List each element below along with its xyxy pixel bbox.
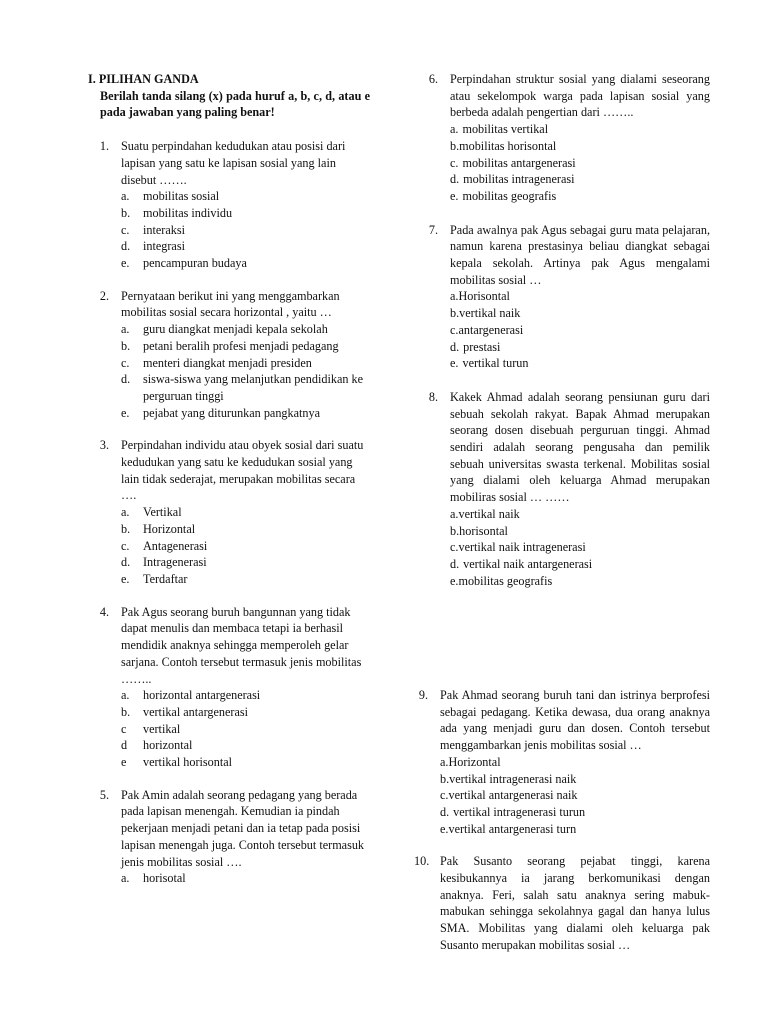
option-letter: e: [121, 755, 127, 770]
option-letter: b.: [121, 205, 131, 220]
option-text: vertikal: [143, 721, 181, 736]
answer-option[interactable]: [121, 554, 370, 571]
option-letter: d.: [121, 239, 131, 254]
option-text: vertikal naik intragenerasi: [458, 540, 586, 555]
option-letter: c.: [121, 355, 130, 370]
option-text: antargenerasi: [458, 322, 524, 337]
right-question-list-lower: [414, 687, 710, 954]
answer-option[interactable]: [450, 138, 710, 155]
option-text: interaksi: [143, 222, 185, 237]
question-10: [414, 853, 710, 953]
option-letter: e.: [121, 256, 130, 271]
option-letter: a.: [450, 289, 459, 304]
option-text: mobilitas antargenerasi: [462, 155, 576, 170]
option-letter: a.: [440, 754, 449, 769]
answer-option[interactable]: [121, 321, 370, 338]
question-number: 3.: [99, 438, 109, 453]
answer-option[interactable]: [121, 504, 370, 521]
question-1: [88, 138, 370, 272]
option-text: integrasi: [143, 239, 185, 254]
question-text: Pak Amin adalah seorang pedagang yang berada pada lapisan menengah. Kemudian ia pindah pekerjaan menjadi petani dan ia tetap pada posisi lapisan menengah juga. Contoh tersebut termasuk jenis mobilitas sosial ….: [121, 787, 365, 869]
answer-option[interactable]: [450, 523, 710, 540]
option-letter: b.: [450, 138, 460, 153]
question-text: Suatu perpindahan kedudukan atau posisi dari lapisan yang satu ke lapisan sosial yang lain disebut …….: [121, 139, 346, 187]
option-letter: c.: [440, 788, 449, 803]
answer-option[interactable]: [121, 371, 370, 404]
question-number: 1.: [99, 139, 109, 154]
question-number: 5.: [99, 787, 109, 802]
answer-option[interactable]: [450, 573, 710, 590]
question-text: Perpindahan individu atau obyek sosial dari suatu kedudukan yang satu ke kedudukan sosial yang lain tidak sederajat, merupakan mobilitas secara ….: [121, 438, 364, 503]
answer-option[interactable]: [121, 704, 370, 721]
question-body: [121, 437, 370, 587]
question-number: 6.: [428, 72, 438, 86]
option-text: Horizontal: [448, 754, 501, 769]
question-number: 2.: [99, 288, 109, 303]
option-letter: b.: [450, 306, 460, 321]
answer-option[interactable]: [450, 539, 710, 556]
question-text: Pada awalnya pak Agus sebagai guru mata pelajaran, namun karena prestasinya beliau diangkat sebagai kepala sekolah. Artinya pak Agus mengalami mobilitas sosial …: [450, 222, 710, 287]
answer-option[interactable]: [121, 687, 370, 704]
option-letter: d.: [440, 804, 450, 819]
question-text: Pak Agus seorang buruh bangunnan yang tidak dapat menulis dan membaca tetapi ia berhasil mendidik anaknya sehingga memperoleh gelar sarjana. Contoh tersebut termasuk jenis mobilitas ……..: [121, 604, 362, 686]
answer-option[interactable]: [450, 121, 710, 138]
instruction-text: Berilah tanda silang (x) pada huruf a, b, c, d, atau e pada jawaban yang paling benar!: [100, 88, 370, 120]
answer-option[interactable]: [121, 521, 370, 538]
left-column: [88, 71, 370, 887]
option-text: guru diangkat menjadi kepala sekolah: [143, 322, 328, 337]
option-text: vertikal naik: [459, 306, 521, 321]
answer-option[interactable]: [440, 754, 710, 771]
option-letter: d: [121, 738, 128, 753]
option-letter: d.: [450, 556, 460, 571]
option-letter: e.: [440, 821, 449, 836]
option-letter: a.: [450, 506, 459, 521]
option-text: pejabat yang diturunkan pangkatnya: [143, 405, 320, 420]
option-text: horisontal: [459, 523, 508, 538]
answer-option[interactable]: [121, 870, 370, 887]
answer-option[interactable]: [450, 155, 710, 172]
question-7: [420, 222, 710, 372]
option-text: mobilitas sosial: [143, 189, 220, 204]
option-letter: e.: [450, 356, 459, 371]
option-text: siswa-siswa yang melanjutkan pendidikan ke perguruan tinggi: [143, 372, 363, 403]
option-letter: e.: [121, 405, 130, 420]
option-text: Terdaftar: [143, 571, 188, 586]
answer-option[interactable]: [450, 288, 710, 305]
option-letter: c.: [450, 540, 459, 555]
question-body: [121, 138, 370, 272]
answer-option[interactable]: [450, 556, 710, 573]
option-letter: d.: [450, 172, 460, 187]
question-body: [121, 604, 370, 771]
option-text: mobilitas horisontal: [459, 138, 557, 153]
answer-option[interactable]: [121, 255, 370, 272]
option-letter: a.: [450, 122, 459, 137]
answer-option[interactable]: [440, 821, 710, 838]
answer-option[interactable]: [450, 188, 710, 205]
question-number: 8.: [428, 389, 438, 404]
option-text: horisotal: [143, 871, 186, 886]
option-letter: b.: [121, 704, 131, 719]
question-6: [420, 71, 710, 205]
option-letter: e.: [121, 571, 130, 586]
option-letter: a.: [121, 688, 130, 703]
option-text: horizontal antargenerasi: [143, 688, 261, 703]
question-2: [88, 288, 370, 422]
answer-option[interactable]: [121, 205, 370, 222]
answer-option[interactable]: [450, 322, 710, 339]
option-text: vertikal horisontal: [143, 755, 233, 770]
option-text: vertikal antargenerasi naik: [448, 788, 578, 803]
question-9: [414, 687, 710, 837]
option-letter: c.: [121, 222, 130, 237]
option-letter: a.: [121, 189, 130, 204]
option-text: petani beralih profesi menjadi pedagang: [143, 338, 339, 353]
right-column-lower: [414, 671, 710, 954]
option-text: vertikal intragenerasi naik: [449, 771, 577, 786]
option-text: Antagenerasi: [143, 538, 208, 553]
option-letter: d.: [121, 555, 131, 570]
option-letter: a.: [121, 505, 130, 520]
option-text: mobilitas geografis: [462, 188, 557, 203]
option-letter: d.: [121, 372, 131, 387]
answer-option[interactable]: [440, 804, 710, 821]
option-text: mobilitas vertikal: [462, 122, 549, 137]
answer-option[interactable]: [121, 355, 370, 372]
question-5: [88, 787, 370, 887]
option-letter: a.: [121, 322, 130, 337]
option-letter: b.: [440, 771, 450, 786]
answer-option[interactable]: [440, 771, 710, 788]
question-text: Pak Susanto seorang pejabat tinggi, karena kesibukannya ia jarang berkomunikasi dengan anaknya. Feri, salah satu anaknya sering mabuk-mabukan sehingga sekolahnya gagal dan hanya lulus SMA. Mobilitas yang dialami oleh keluarga pak Susanto merupakan mobilitas sosial …: [440, 854, 710, 952]
option-text: vertikal intragenerasi turun: [453, 804, 586, 819]
question-body: [440, 853, 710, 953]
option-letter: b.: [121, 521, 131, 536]
right-column: [420, 71, 710, 589]
option-letter: c.: [450, 322, 459, 337]
answer-option[interactable]: [121, 338, 370, 355]
question-8: [420, 389, 710, 589]
question-text: Pernyataan berikut ini yang menggambarkan mobilitas sosial secara horizontal , yaitu …: [121, 288, 340, 320]
question-body: [450, 71, 710, 205]
right-question-list: [420, 71, 710, 589]
question-body: [121, 787, 370, 887]
option-letter: c: [121, 721, 127, 736]
option-text: menteri diangkat menjadi presiden: [143, 355, 312, 370]
question-body: [121, 288, 370, 422]
answer-option[interactable]: [450, 171, 710, 188]
answer-option[interactable]: [450, 305, 710, 322]
option-letter: b.: [450, 523, 460, 538]
answer-option[interactable]: [450, 355, 710, 372]
option-letter: a.: [121, 871, 130, 886]
question-3: [88, 437, 370, 587]
answer-option[interactable]: [121, 188, 370, 205]
section-title: I. PILIHAN GANDA: [88, 72, 199, 86]
question-text: Kakek Ahmad adalah seorang pensiunan guru dari sebuah sekolah rakyat. Bapak Ahmad merupakan seorang dosen disebuah perguruan tinggi. Ahmad sendiri adalah seorang pengusaha dan pemilik sebuah universitas swasta terkenal. Mobilitas sosial yang dialami oleh keluarga Ahmad merupakan mobiliras sosial … ……: [450, 389, 710, 505]
answer-option[interactable]: [440, 787, 710, 804]
option-text: pencampuran budaya: [143, 256, 247, 271]
option-text: Horizontal: [143, 521, 196, 536]
answer-option[interactable]: [121, 405, 370, 422]
option-text: Horisontal: [458, 289, 510, 304]
question-number: 4.: [99, 604, 109, 619]
option-text: Intragenerasi: [143, 555, 207, 570]
option-letter: c.: [121, 538, 130, 553]
question-body: [450, 222, 710, 372]
option-letter: e.: [450, 573, 459, 588]
answer-option[interactable]: [121, 222, 370, 239]
answer-option[interactable]: [121, 721, 370, 738]
option-text: Vertikal: [143, 505, 182, 520]
answer-option[interactable]: [121, 571, 370, 588]
option-letter: e.: [450, 188, 459, 203]
option-text: mobilitas geografis: [458, 573, 553, 588]
option-text: vertikal turun: [462, 356, 529, 371]
question-number: 7.: [428, 222, 438, 237]
option-letter: c.: [450, 155, 459, 170]
answer-option[interactable]: [121, 737, 370, 754]
option-text: vertikal antargenerasi: [143, 704, 249, 719]
answer-option[interactable]: [121, 538, 370, 555]
option-text: vertikal antargenerasi turn: [448, 821, 577, 836]
option-text: mobilitas individu: [143, 205, 233, 220]
option-text: prestasi: [463, 339, 501, 354]
option-text: vertikal naik: [458, 506, 520, 521]
answer-option[interactable]: [450, 339, 710, 356]
question-number: 9.: [418, 688, 428, 702]
question-body: [450, 389, 710, 589]
question-body: [440, 687, 710, 837]
option-letter: d.: [450, 339, 460, 354]
answer-option[interactable]: [450, 506, 710, 523]
question-number: 10.: [414, 854, 430, 869]
option-text: mobilitas intragenerasi: [463, 172, 575, 187]
option-letter: b.: [121, 338, 131, 353]
question-text: Perpindahan struktur sosial yang dialami seseorang atau sekelompok warga pada lapisan sosial yang berbeda adalah pengertian dari ……..: [450, 72, 710, 120]
option-text: horizontal: [143, 738, 193, 753]
question-text: Pak Ahmad seorang buruh tani dan istrinya berprofesi sebagai pedagang. Ketika dewasa, dua orang anaknya ada yang menjadi guru dan dosen. Contoh tersebut menggambarkan jenis mobilitas sosial …: [440, 688, 710, 753]
answer-option[interactable]: [121, 754, 370, 771]
answer-option[interactable]: [121, 238, 370, 255]
left-question-list: [88, 138, 370, 887]
question-4: [88, 604, 370, 771]
option-text: vertikal naik antargenerasi: [463, 556, 593, 571]
